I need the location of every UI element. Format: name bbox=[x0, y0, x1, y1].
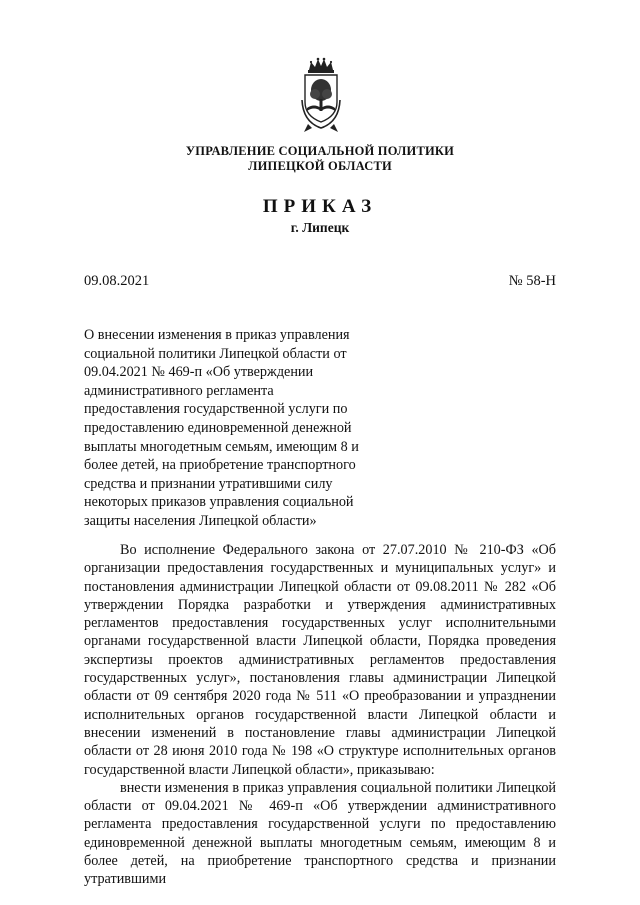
document-city: г. Липецк bbox=[290, 220, 350, 235]
subject-line: более детей, на приобретение транспортного bbox=[84, 457, 356, 474]
subject-line: некоторых приказов управления социальной bbox=[84, 494, 354, 511]
subject-line: средства и признании утратившими силу bbox=[84, 475, 333, 492]
subject-line: 09.04.2021 № 469-п «Об утверждении bbox=[84, 364, 314, 381]
document-type-title: ПРИКАЗ bbox=[262, 196, 378, 217]
subject-line: социальной политики Липецкой области от bbox=[84, 345, 347, 362]
body-paragraph: Во исполнение Федерального закона от 27.07.2010 № 210-ФЗ «Об организации предоставления государственных и муниципальных услуг» и постановления администрации Липецкой области от 09.08.2011 № 282 «Об утверждении Порядка разработки и утверждения административных регламентов предоставления государственных услуг исполнительными органами государственной власти Липецкой области, Порядка проведения экспертизы проектов административных регламентов предоставления государственных услуг», постановления главы администрации Липецкой области от 09 сентября 2020 года № 511 «О преобразовании и упразднении исполнительных органов государственной власти Липецкой области и внесении изменений в постановление главы администрации Липецкой области от 28 июня 2010 года № 198 «О структуре исполнительных органов государственной власти Липецкой области», приказываю: bbox=[84, 542, 556, 778]
document-date: 09.08.2021 bbox=[84, 273, 150, 289]
coat-of-arms-icon bbox=[298, 56, 344, 134]
organization-name-line2: ЛИПЕЦКОЙ ОБЛАСТИ bbox=[248, 159, 392, 173]
subject-line: О внесении изменения в приказ управления bbox=[84, 327, 350, 343]
document-number: № 58-Н bbox=[508, 273, 556, 289]
document-subject bbox=[84, 326, 384, 531]
organization-name-line1: УПРАВЛЕНИЕ СОЦИАЛЬНОЙ ПОЛИТИКИ bbox=[185, 144, 455, 158]
subject-line: административного регламента bbox=[84, 382, 274, 399]
subject-line: предоставления государственной услуги по bbox=[84, 401, 348, 418]
subject-line: защиты населения Липецкой области» bbox=[84, 512, 317, 529]
body-paragraph: внести изменения в приказ управления социальной политики Липецкой области от 09.04.2021 № 469-п «Об утверждении административного регламента предоставления государственной услуги по предоставлению единовременной денежной выплаты многодетным семьям, имеющим 8 и более детей, на приобретение транспортного средства и признании утратившими bbox=[84, 779, 556, 888]
subject-line: выплаты многодетным семьям, имеющим 8 и bbox=[84, 438, 359, 455]
subject-line: предоставлению единовременной денежной bbox=[84, 419, 352, 436]
document-body bbox=[84, 541, 556, 889]
